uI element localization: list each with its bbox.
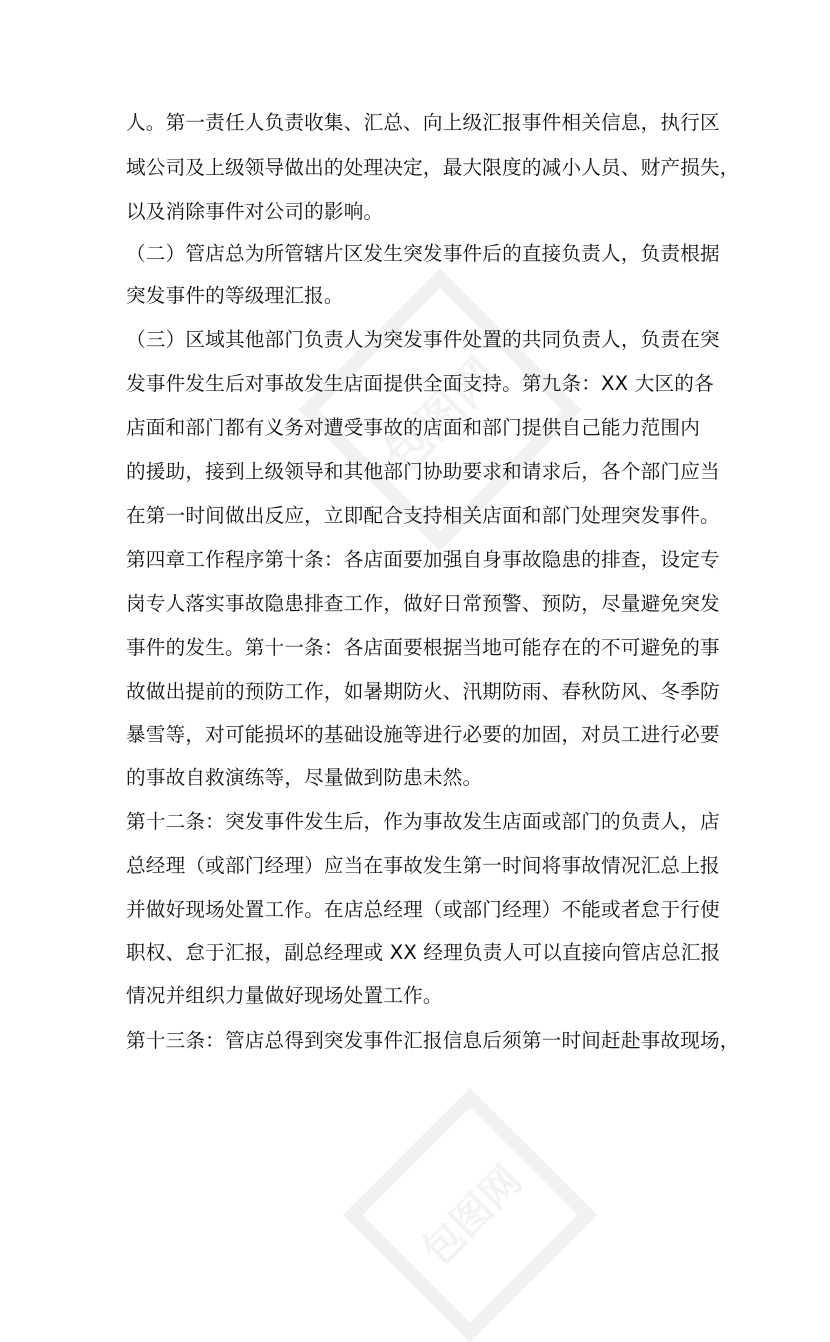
watermark-logo-bottom	[370, 1115, 570, 1315]
text-line: 的援助，接到上级领导和其他部门协助要求和请求后，各个部门应当	[126, 460, 720, 483]
text-line: 域公司及上级领导做出的处理决定，最大限度的减小人员、财产损失，	[126, 156, 740, 179]
text-line: 职权、怠于汇报，副总经理或 XX 经理负责人可以直接向管店总汇报	[126, 941, 721, 964]
text-line: 岗专人落实事故隐患排查工作，做好日常预警、预防，尽量避免突发	[126, 592, 720, 615]
text-line: （二）管店总为所管辖片区发生突发事件后的直接负责人，负责根据	[126, 242, 720, 265]
text-line: 第十二条：突发事件发生后，作为事故发生店面或部门的负责人，店	[126, 810, 720, 833]
watermark-text: 包图网	[373, 347, 510, 484]
text-line: 总经理（或部门经理）应当在事故发生第一时间将事故情况汇总上报	[126, 854, 720, 877]
text-line: 以及消除事件对公司的影响。	[126, 200, 384, 223]
text-line: 的事故自救演练等，尽量做到防患未然。	[126, 766, 483, 789]
text-line: 店面和部门都有义务对遭受事故的店面和部门提供自己能力范围内	[126, 416, 701, 439]
text-line: 第十三条：管店总得到突发事件汇报信息后须第一时间赶赴事故现场，	[126, 1029, 740, 1052]
watermark-text: 包图网	[413, 1157, 532, 1275]
text-line: 突发事件的等级理汇报。	[126, 284, 344, 307]
text-line: （三）区域其他部门负责人为突发事件处置的共同负责人，负责在突	[126, 328, 720, 351]
text-line: 暴雪等，对可能损坏的基础设施等进行必要的加固，对员工进行必要	[126, 723, 720, 746]
text-line: 在第一时间做出反应，立即配合支持相关店面和部门处理突发事件。	[126, 504, 720, 527]
watermark-diamond-icon	[343, 1088, 598, 1342]
text-line: 事件的发生。第十一条：各店面要根据当地可能存在的不可避免的事	[126, 636, 720, 659]
text-line: 发事件发生后对事故发生店面提供全面支持。第九条：XX 大区的各	[126, 372, 714, 395]
text-line: 故做出提前的预防工作，如暑期防火、汛期防雨、春秋防风、冬季防	[126, 680, 720, 703]
text-line: 第四章工作程序第十条：各店面要加强自身事故隐患的排查，设定专	[126, 548, 720, 571]
text-line: 人。第一责任人负责收集、汇总、向上级汇报事件相关信息，执行区	[126, 111, 720, 134]
text-line: 并做好现场处置工作。在店总经理（或部门经理）不能或者怠于行使	[126, 898, 720, 921]
text-line: 情况并组织力量做好现场处置工作。	[126, 984, 443, 1007]
